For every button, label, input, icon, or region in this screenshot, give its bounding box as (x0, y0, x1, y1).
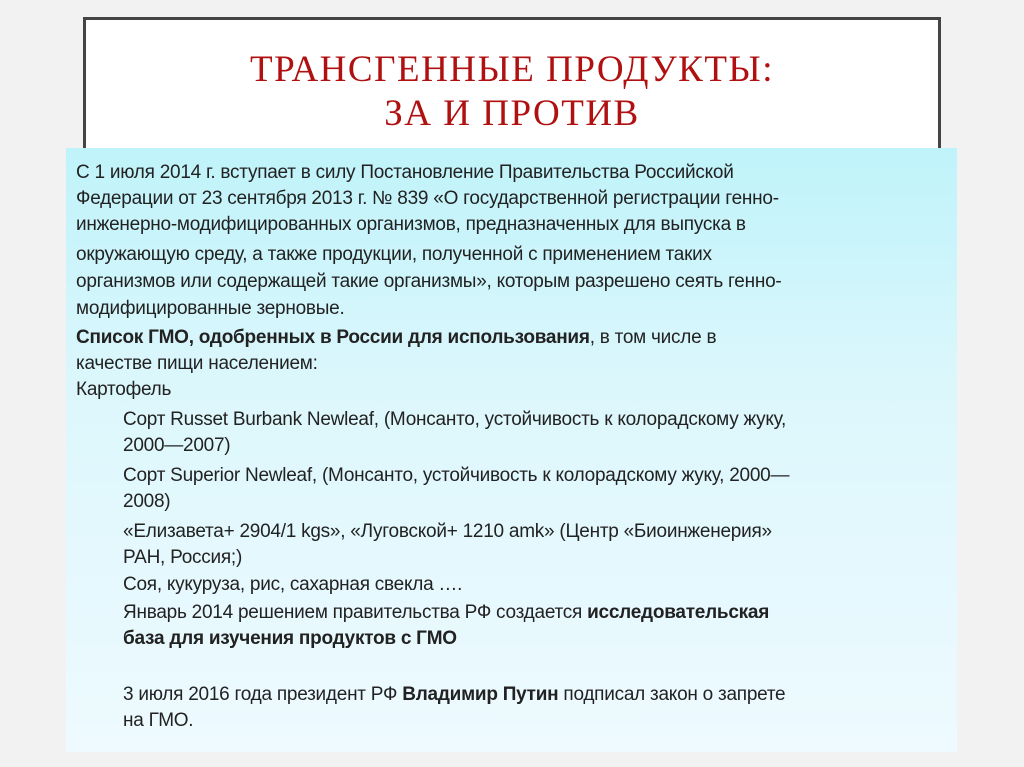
text-line: модифицированные зерновые. (76, 298, 345, 319)
text-line: С 1 июля 2014 г. вступает в силу Постановление Правительства Российской (76, 162, 734, 183)
text-line: Федерации от 23 сентября 2013 г. № 839 «О государственной регистрации генно- (76, 188, 779, 209)
list-item: Сорт Superior Newleaf, (Монсанто, устойчивость к колорадскому жуку, 2000— (123, 465, 790, 486)
text-line: качестве пищи населением: (76, 353, 318, 374)
list-item: «Елизавета+ 2904/1 kgs», «Луговской+ 1210 amk» (Центр «Биоинженерия» (123, 521, 772, 542)
content-box (66, 148, 957, 752)
text-line: организмов или содержащей такие организмы», которым разрешено сеять генно- (76, 271, 782, 292)
list-item: Сорт Russet Burbank Newleaf, (Монсанто, устойчивость к колорадскому жуку, (123, 409, 787, 430)
text-line: база для изучения продуктов с ГМО (123, 628, 457, 649)
list-item: 2008) (123, 491, 171, 512)
list-item: Соя, кукуруза, рис, сахарная свекла …. (123, 574, 463, 595)
list-item: 2000—2007) (123, 435, 231, 456)
text-line: окружающую среду, а также продукции, полученной с применением таких (76, 244, 712, 265)
title-line-1: ТРАНСГЕННЫЕ ПРОДУКТЫ: (250, 49, 774, 90)
slide-title (83, 48, 941, 136)
list-item: РАН, Россия;) (123, 547, 243, 568)
text-line: Картофель (76, 379, 172, 400)
text-line: Список ГМО, одобренных в России для использования, в том числе в (76, 327, 717, 348)
gmo-list-heading: Список ГМО, одобренных в России для использования (76, 327, 590, 348)
text-line: Январь 2014 решением правительства РФ создается исследовательская (123, 602, 770, 623)
text-line: 3 июля 2016 года президент РФ Владимир Путин подписал закон о запрете (123, 684, 786, 705)
text-line: на ГМО. (123, 710, 194, 731)
title-line-2: ЗА И ПРОТИВ (384, 93, 640, 134)
text-line: инженерно-модифицированных организмов, предназначенных для выпуска в (76, 214, 746, 235)
